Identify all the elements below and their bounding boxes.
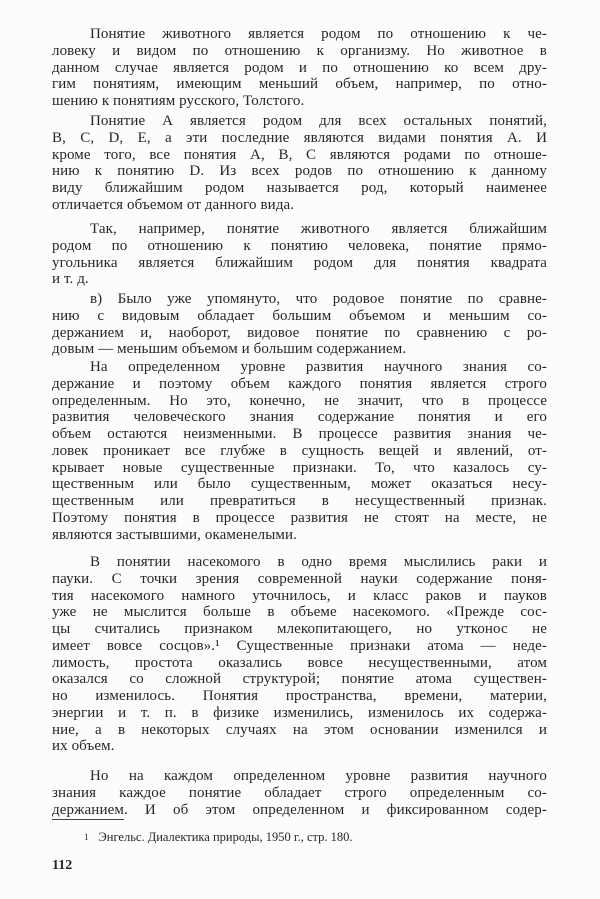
text-line: данном случае является родом и по отношению ко всем дру- <box>52 59 547 76</box>
paragraph <box>52 554 547 755</box>
footnote <box>84 829 353 845</box>
text-line: Поэтому понятия в процессе развития не стоят на месте, не <box>52 509 547 526</box>
text-line: На определенном уровне развития научного знания со- <box>90 359 547 375</box>
text-line: кроме того, все понятия А, В, С являются родами по отноше- <box>52 146 547 163</box>
paragraph <box>52 113 547 214</box>
text-line: их объем. <box>52 738 115 755</box>
paragraph <box>52 26 547 110</box>
footnote-text: Энгельс. Диалектика природы, 1950 г., стр. 180. <box>98 830 353 844</box>
text-line: родом по отношению к понятию человека, понятие прямо- <box>52 237 547 254</box>
text-line: крывает новые существенные признаки. То, что казалось су- <box>52 459 547 476</box>
text-line: В, С, D, Е, а эти последние являются видами понятия А. И <box>52 129 547 146</box>
text-line: тия насекомого намного уточнилось, и класс раков и пауков <box>52 587 547 604</box>
text-line: ловеку и видом по отношению к организму. Но животное в <box>52 42 547 59</box>
text-line: имеет вовсе сосцов».¹ Существенные признаки атома — неде- <box>52 637 547 654</box>
text-line: Понятие А является родом для всех остальных понятий, <box>90 113 547 129</box>
text-line: нию с видовым обладает большим объемом и меньшим со- <box>52 307 547 324</box>
text-line: гим понятиям, имеющим меньший объем, например, по отно- <box>52 76 547 93</box>
text-line: знания каждое понятие обладает строго определенным со- <box>52 784 547 801</box>
text-line: щественным или превратиться в несущественный признак. <box>52 493 547 509</box>
text-line: развития человеческого знания содержание понятия и его <box>52 409 547 426</box>
text-line: ние, а в некоторых случаях на этом основании изменился и <box>52 721 547 738</box>
text-line: и т. д. <box>52 271 89 288</box>
text-line: уже не мыслится больше в объеме насекомого. «Прежде сос- <box>52 604 547 621</box>
text-line: объем остаются неизменными. В процессе развития знания че- <box>52 426 547 442</box>
text-line: в) Было уже упомянуто, что родовое понятие по сравне- <box>90 291 547 307</box>
text-line: довым — меньшим объемом и большим содержанием. <box>52 341 407 358</box>
text-line: угольника является ближайшим родом для понятия квадрата <box>52 254 547 271</box>
text-line: нию к понятию D. Из всех родов по отношению к данному <box>52 163 547 180</box>
text-line: являются застывшими, окаменелыми. <box>52 526 297 543</box>
text-line: держанием. И об этом определенном и фиксированном содер- <box>52 801 547 818</box>
text-line: виду ближайшим родом называется род, который наименее <box>52 180 547 196</box>
text-line: отличается объемом от данного вида. <box>52 196 295 213</box>
paragraph <box>52 768 547 818</box>
paragraph <box>52 221 547 288</box>
text-line: Понятие животного является родом по отношению к че- <box>90 26 547 42</box>
paragraph <box>52 291 547 358</box>
text-line: но изменилось. Понятия пространства, времени, материи, <box>52 688 547 704</box>
text-line: определенным. Но это, конечно, не значит, что в процессе <box>52 392 547 409</box>
page-number: 112 <box>52 858 73 873</box>
paragraph <box>52 359 547 543</box>
text-line: В понятии насекомого в одно время мыслились раки и <box>90 554 547 570</box>
text-line: лимость, простота оказались вовсе несущественными, атом <box>52 654 547 671</box>
text-line: Но на каждом определенном уровне развития научного <box>90 768 547 784</box>
text-line: оказался со сложной структурой; понятие атома существен- <box>52 671 547 688</box>
text-line: щественным или было существенным, может оказаться несу- <box>52 476 547 493</box>
footnote-number: 1 <box>84 832 89 842</box>
text-line: энергии и т. п. в физике изменились, изменилось их содержа- <box>52 704 547 721</box>
text-line: Так, например, понятие животного является ближайшим <box>90 221 547 237</box>
text-line: цы считались признаком млекопитающего, но утконос не <box>52 621 547 637</box>
text-line: держанием и, наоборот, видовое понятие по сравнению с ро- <box>52 324 547 341</box>
footnote-divider <box>52 819 124 820</box>
text-line: держание и поэтому объем каждого понятия является строго <box>52 375 547 392</box>
text-line: ловек проникает все глубже в сущность вещей и явлений, от- <box>52 442 547 459</box>
text-line: пауки. С точки зрения современной науки содержание поня- <box>52 570 547 587</box>
text-line: шению к понятиям русского, Толстого. <box>52 93 305 109</box>
